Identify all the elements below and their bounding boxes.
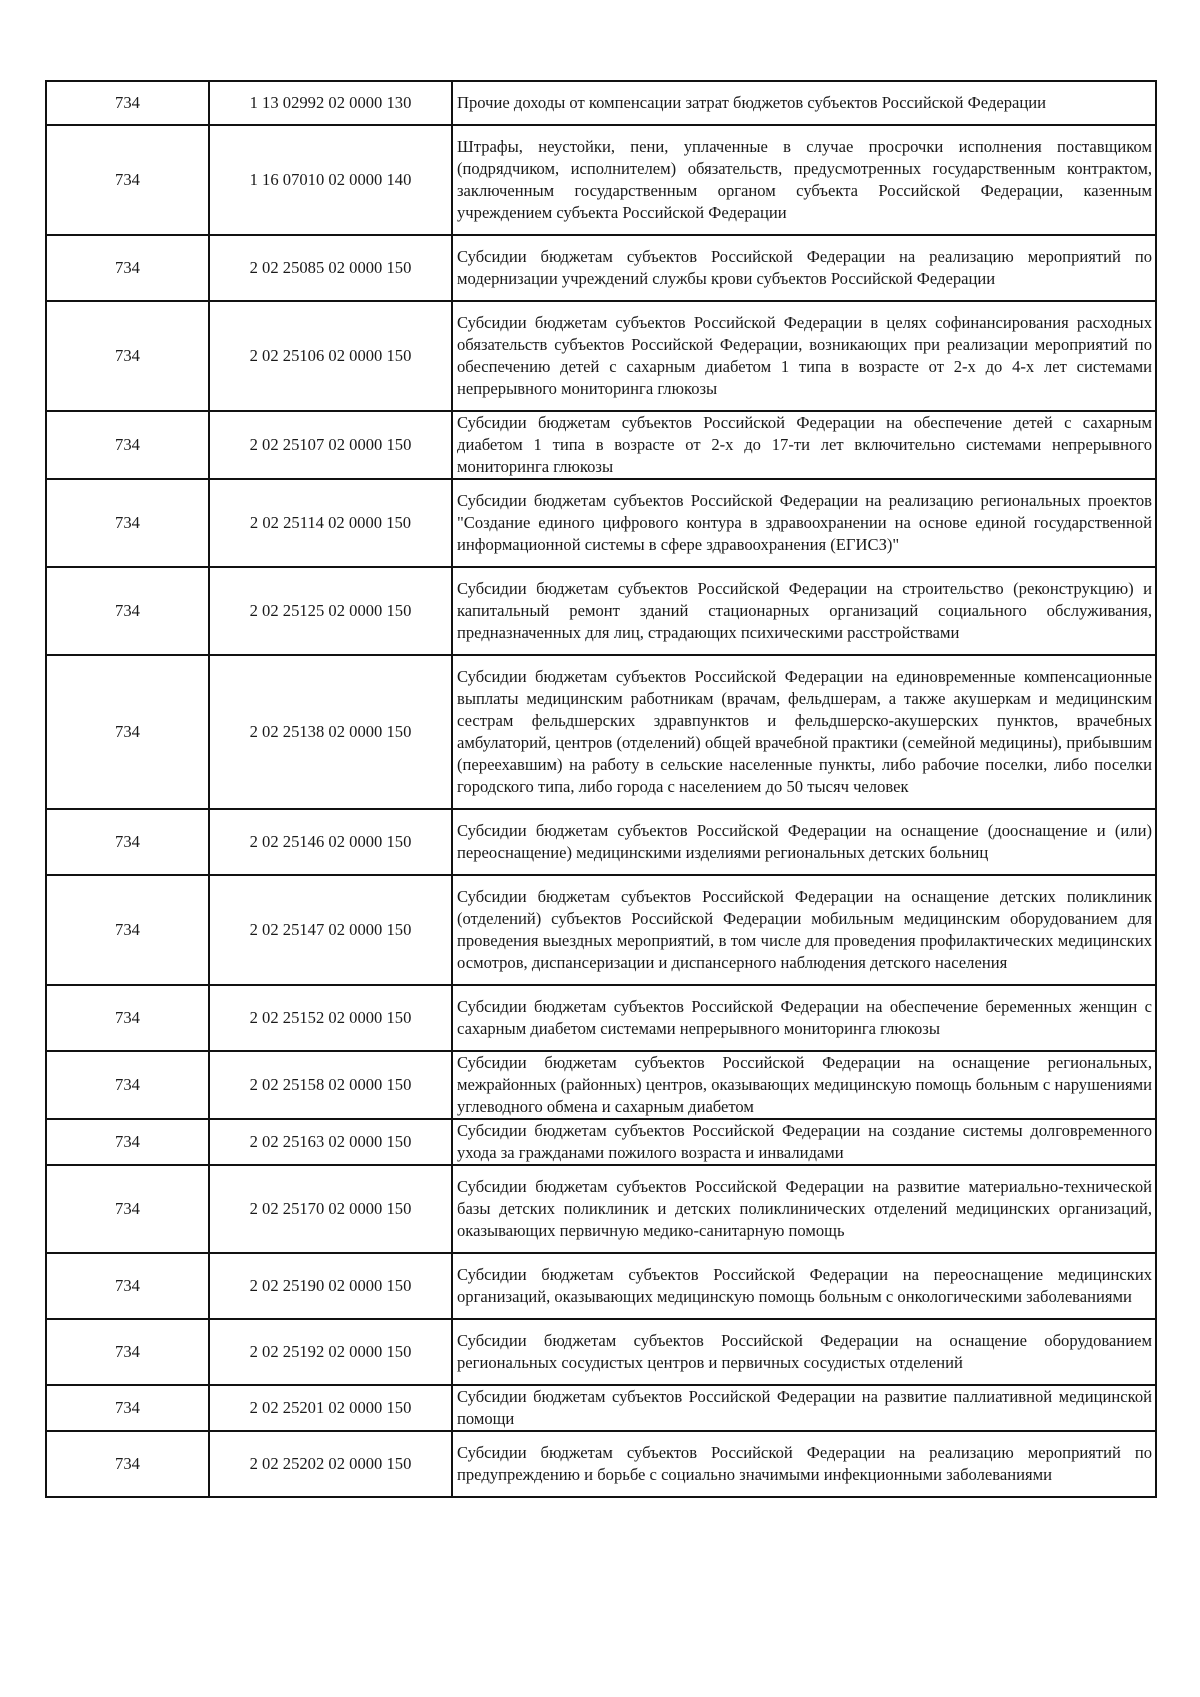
admin-code-cell: 734 (46, 411, 209, 479)
budget-code-cell: 2 02 25152 02 0000 150 (209, 985, 452, 1051)
budget-code-cell: 2 02 25201 02 0000 150 (209, 1385, 452, 1431)
admin-code-cell: 734 (46, 567, 209, 655)
table-row (46, 875, 1156, 985)
table-row (46, 1253, 1156, 1319)
admin-code-cell: 734 (46, 1319, 209, 1385)
income-description-cell: Субсидии бюджетам субъектов Российской Федерации на развитие паллиативной медицинской помощи (452, 1385, 1156, 1431)
income-description-cell: Субсидии бюджетам субъектов Российской Федерации на обеспечение детей с сахарным диабетом 1 типа в возрасте от 2-х до 17-ти лет включительно системами непрерывного мониторинга глюкозы (452, 411, 1156, 479)
table-row (46, 1385, 1156, 1431)
table-row (46, 655, 1156, 809)
budget-code-cell: 2 02 25085 02 0000 150 (209, 235, 452, 301)
table-row (46, 125, 1156, 235)
income-description-cell: Субсидии бюджетам субъектов Российской Федерации на переоснащение медицинских организаций, оказывающих медицинскую помощь больным с онкологическими заболеваниями (452, 1253, 1156, 1319)
income-description-cell: Субсидии бюджетам субъектов Российской Федерации на создание системы долговременного ухода за гражданами пожилого возраста и инвалидами (452, 1119, 1156, 1165)
budget-code-cell: 1 13 02992 02 0000 130 (209, 81, 452, 125)
admin-code-cell: 734 (46, 1051, 209, 1119)
budget-code-cell: 2 02 25146 02 0000 150 (209, 809, 452, 875)
budget-code-cell: 2 02 25114 02 0000 150 (209, 479, 452, 567)
budget-code-cell: 2 02 25158 02 0000 150 (209, 1051, 452, 1119)
table-row (46, 1319, 1156, 1385)
income-description-cell: Штрафы, неустойки, пени, уплаченные в случае просрочки исполнения поставщиком (подрядчиком, исполнителем) обязательств, предусмотренных государственным контрактом, заключенным государственным органом субъекта Российской Федерации, казенным учреждением субъекта Российской Федерации (452, 125, 1156, 235)
budget-code-cell: 2 02 25170 02 0000 150 (209, 1165, 452, 1253)
table-row (46, 81, 1156, 125)
admin-code-cell: 734 (46, 125, 209, 235)
table-row (46, 301, 1156, 411)
table-row (46, 1431, 1156, 1497)
income-description-cell: Субсидии бюджетам субъектов Российской Федерации на оснащение оборудованием региональных сосудистых центров и первичных сосудистых отделений (452, 1319, 1156, 1385)
admin-code-cell: 734 (46, 301, 209, 411)
income-description-cell: Субсидии бюджетам субъектов Российской Федерации на оснащение (дооснащение и (или) переоснащение) медицинскими изделиями региональных детских больниц (452, 809, 1156, 875)
table-row (46, 809, 1156, 875)
budget-code-cell: 2 02 25192 02 0000 150 (209, 1319, 452, 1385)
admin-code-cell: 734 (46, 479, 209, 567)
admin-code-cell: 734 (46, 235, 209, 301)
budget-code-cell: 2 02 25147 02 0000 150 (209, 875, 452, 985)
income-description-cell: Субсидии бюджетам субъектов Российской Федерации на строительство (реконструкцию) и капитальный ремонт зданий стационарных организаций социального обслуживания, предназначенных для лиц, страдающих психическими расстройствами (452, 567, 1156, 655)
table-row (46, 411, 1156, 479)
table-row (46, 1051, 1156, 1119)
admin-code-cell: 734 (46, 1385, 209, 1431)
table-row (46, 985, 1156, 1051)
income-description-cell: Субсидии бюджетам субъектов Российской Федерации на развитие материально-технической базы детских поликлиник и детских поликлинических отделений медицинских организаций, оказывающих первичную медико-санитарную помощь (452, 1165, 1156, 1253)
income-description-cell: Субсидии бюджетам субъектов Российской Федерации на реализацию мероприятий по предупреждению и борьбе с социально значимыми инфекционными заболеваниями (452, 1431, 1156, 1497)
table-row (46, 1119, 1156, 1165)
income-description-cell: Субсидии бюджетам субъектов Российской Федерации на оснащение региональных, межрайонных (районных) центров, оказывающих медицинскую помощь больным с нарушениями углеводного обмена и сахарным диабетом (452, 1051, 1156, 1119)
admin-code-cell: 734 (46, 81, 209, 125)
budget-code-cell: 2 02 25138 02 0000 150 (209, 655, 452, 809)
table-row (46, 235, 1156, 301)
admin-code-cell: 734 (46, 809, 209, 875)
income-description-cell: Субсидии бюджетам субъектов Российской Федерации на обеспечение беременных женщин с сахарным диабетом системами непрерывного мониторинга глюкозы (452, 985, 1156, 1051)
table-row (46, 479, 1156, 567)
income-description-cell: Субсидии бюджетам субъектов Российской Федерации на реализацию мероприятий по модернизации учреждений службы крови субъектов Российской Федерации (452, 235, 1156, 301)
admin-code-cell: 734 (46, 1165, 209, 1253)
budget-code-cell: 2 02 25125 02 0000 150 (209, 567, 452, 655)
admin-code-cell: 734 (46, 1253, 209, 1319)
table-row (46, 567, 1156, 655)
admin-code-cell: 734 (46, 655, 209, 809)
table-body (46, 81, 1156, 1497)
income-description-cell: Субсидии бюджетам субъектов Российской Федерации на оснащение детских поликлиник (отделений) субъектов Российской Федерации мобильным медицинским оборудованием для проведения выездных мероприятий, в том числе для проведения профилактических медицинских осмотров, диспансеризации и диспансерного наблюдения детского населения (452, 875, 1156, 985)
admin-code-cell: 734 (46, 875, 209, 985)
budget-classification-table (45, 80, 1157, 1498)
budget-code-cell: 2 02 25202 02 0000 150 (209, 1431, 452, 1497)
budget-code-cell: 2 02 25163 02 0000 150 (209, 1119, 452, 1165)
budget-code-cell: 2 02 25106 02 0000 150 (209, 301, 452, 411)
income-description-cell: Субсидии бюджетам субъектов Российской Федерации на реализацию региональных проектов "Создание единого цифрового контура в здравоохранении на основе единой государственной информационной системы в сфере здравоохранения (ЕГИСЗ)" (452, 479, 1156, 567)
admin-code-cell: 734 (46, 985, 209, 1051)
budget-code-cell: 1 16 07010 02 0000 140 (209, 125, 452, 235)
income-description-cell: Прочие доходы от компенсации затрат бюджетов субъектов Российской Федерации (452, 81, 1156, 125)
admin-code-cell: 734 (46, 1119, 209, 1165)
budget-code-cell: 2 02 25190 02 0000 150 (209, 1253, 452, 1319)
income-description-cell: Субсидии бюджетам субъектов Российской Федерации на единовременные компенсационные выплаты медицинским работникам (врачам, фельдшерам, а также акушеркам и медицинским сестрам фельдшерских здравпунктов и фельдшерско-акушерских пунктов, врачебных амбулаторий, центров (отделений) общей врачебной практики (семейной медицины), прибывшим (переехавшим) на работу в сельские населенные пункты, либо рабочие поселки, либо поселки городского типа, либо города с населением до 50 тысяч человек (452, 655, 1156, 809)
budget-code-cell: 2 02 25107 02 0000 150 (209, 411, 452, 479)
admin-code-cell: 734 (46, 1431, 209, 1497)
income-description-cell: Субсидии бюджетам субъектов Российской Федерации в целях софинансирования расходных обязательств субъектов Российской Федерации, возникающих при реализации мероприятий по обеспечению детей с сахарным диабетом 1 типа в возрасте от 2-х до 4-х лет системами непрерывного мониторинга глюкозы (452, 301, 1156, 411)
table-row (46, 1165, 1156, 1253)
